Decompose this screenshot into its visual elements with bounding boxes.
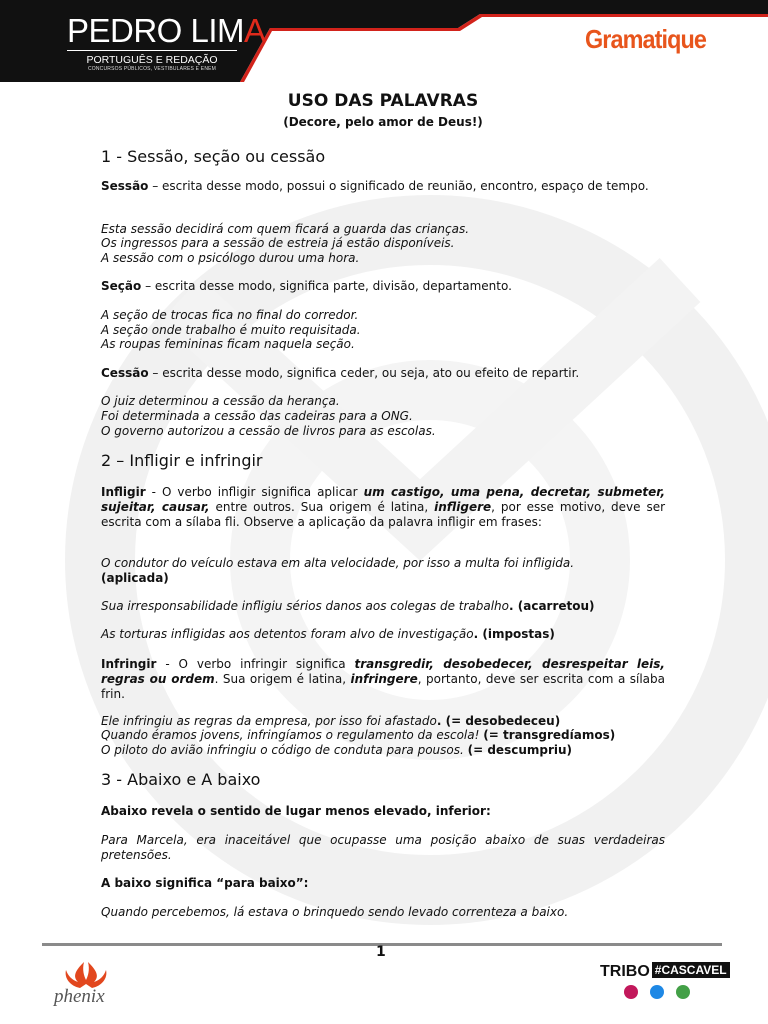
example-infringir-3 — [101, 743, 665, 758]
example-text: Sua irresponsabilidade infligiu sérios danos aos colegas de trabalho — [101, 599, 510, 613]
example-note: . (impostas) — [473, 627, 555, 641]
phenix-logo — [52, 960, 132, 1006]
example-text: O piloto do avião infringiu o código de conduta para pousos. — [101, 743, 468, 757]
example-line: As roupas femininas ficam naquela seção. — [101, 337, 355, 351]
example-text: Quando éramos jovens, infringíamos o regulamento da escola! — [101, 728, 484, 742]
text: - O verbo infringir significa — [156, 657, 355, 671]
section-heading: 2 – Infligir e infringir — [101, 451, 263, 470]
page-number: 1 — [376, 944, 386, 960]
example-line: A seção onde trabalho é muito requisitada. — [101, 323, 361, 337]
example-line: O juiz determinou a cessão da herança. — [101, 394, 340, 408]
paragraph-infligir — [101, 485, 665, 530]
definition: – escrita desse modo, significa parte, divisão, departamento. — [141, 279, 512, 293]
brand-name: PEDRO LIM — [67, 12, 245, 49]
document-subtitle: (Decore, pelo amor de Deus!) — [283, 115, 483, 129]
example-line: Esta sessão decidirá com quem ficará a guarda das crianças. — [101, 222, 470, 236]
phoenix-icon — [52, 960, 132, 1006]
emphasis: um castigo, uma pena, decretar, submeter, sujeitar, causar, — [101, 485, 666, 514]
example-text: As torturas infligidas aos detentos foram alvo de investigação — [101, 627, 474, 641]
tribo-word: TRIBO — [600, 963, 650, 980]
text: - O verbo infligir significa aplicar — [145, 485, 364, 499]
example-note: . (= desobedeceu) — [436, 714, 561, 728]
brand-name-accent: A — [244, 12, 266, 49]
pedro-lima-logo — [67, 12, 266, 72]
example-note: . (acarretou) — [509, 599, 595, 613]
text: , portanto, deve ser escrita com a sílaba frin. — [101, 672, 665, 701]
paragraph-infringir — [101, 657, 665, 702]
term: Infligir — [101, 485, 146, 499]
document-title: USO DAS PALAVRAS — [287, 91, 479, 111]
example-note: (= descumpriu) — [467, 743, 573, 757]
example-abaixo: Para Marcela, era inaceitável que ocupasse uma posição abaixo de suas verdadeiras pretensões. — [101, 833, 665, 862]
header-banner — [0, 0, 768, 82]
svg-text:phenix: phenix — [54, 986, 105, 1006]
facebook-icon[interactable] — [650, 985, 664, 999]
example-note: (aplicada) — [101, 571, 169, 585]
text: entre outros. Sua origem é latina, — [209, 500, 435, 514]
definition: Abaixo revela o sentido de lugar menos elevado, inferior: — [101, 804, 491, 818]
paragraph-a-baixo — [101, 876, 665, 891]
example-infligir-2 — [101, 599, 665, 614]
emphasis: transgredir, desobedecer, desrespeitar leis, regras ou ordem — [101, 657, 665, 686]
section-heading: 1 - Sessão, seção ou cessão — [101, 147, 326, 166]
example-infringir-2 — [101, 728, 665, 743]
section-heading: 3 - Abaixo e A baixo — [101, 770, 261, 789]
definition: A baixo significa “para baixo”: — [101, 876, 309, 890]
term: Seção — [101, 279, 142, 293]
paragraph-abaixo — [101, 804, 665, 819]
definition: – escrita desse modo, significa ceder, ou seja, ato ou efeito de repartir. — [148, 366, 580, 380]
example-text: Ele infringiu as regras da empresa, por isso foi afastado — [101, 714, 437, 728]
brand-subline: CONCURSOS PÚBLICOS, VESTIBULARES E ENEM — [87, 66, 217, 72]
example-line: O governo autorizou a cessão de livros para as escolas. — [101, 424, 436, 438]
example-line: Foi determinada a cessão das cadeiras para a ONG. — [101, 409, 413, 423]
example-note: (= transgredíamos) — [483, 728, 616, 742]
tribo-cascavel-logo — [600, 962, 730, 981]
paragraph-sessao — [101, 179, 665, 194]
paragraph-cessao — [101, 366, 665, 381]
text: , por esse motivo, deve ser escrita com a sílaba fli. Observe a aplicação da palavra infligir em frases: — [101, 500, 666, 529]
whatsapp-icon[interactable] — [676, 985, 690, 999]
example-line: A sessão com o psicólogo durou uma hora. — [101, 251, 360, 265]
example-text: O condutor do veículo estava em alta velocidade, por isso a multa foi infligida. — [101, 556, 575, 570]
gramatique-logo: Gramatique — [585, 24, 707, 54]
emphasis: infligere — [434, 500, 492, 514]
paragraph-secao — [101, 279, 665, 294]
term: Infringir — [101, 657, 157, 671]
example-infringir-1 — [101, 714, 665, 729]
example-infligir-3 — [101, 627, 665, 642]
tribo-tag: #CASCAVEL — [652, 962, 730, 978]
example-line: Os ingressos para a sessão de estreia já estão disponíveis. — [101, 236, 455, 250]
example-line: A seção de trocas fica no final do corredor. — [101, 308, 359, 322]
text: . Sua origem é latina, — [214, 672, 351, 686]
term: Sessão — [101, 179, 149, 193]
example-a-baixo: Quando percebemos, lá estava o brinquedo sendo levado correnteza a baixo. — [101, 905, 569, 919]
emphasis: infringere — [350, 672, 418, 686]
example-infligir-1 — [101, 556, 665, 586]
term: Cessão — [101, 366, 149, 380]
instagram-icon[interactable] — [624, 985, 638, 999]
brand-tagline: PORTUGUÊS E REDAÇÃO — [67, 50, 237, 66]
definition: – escrita desse modo, possui o significado de reunião, encontro, espaço de tempo. — [148, 179, 649, 193]
